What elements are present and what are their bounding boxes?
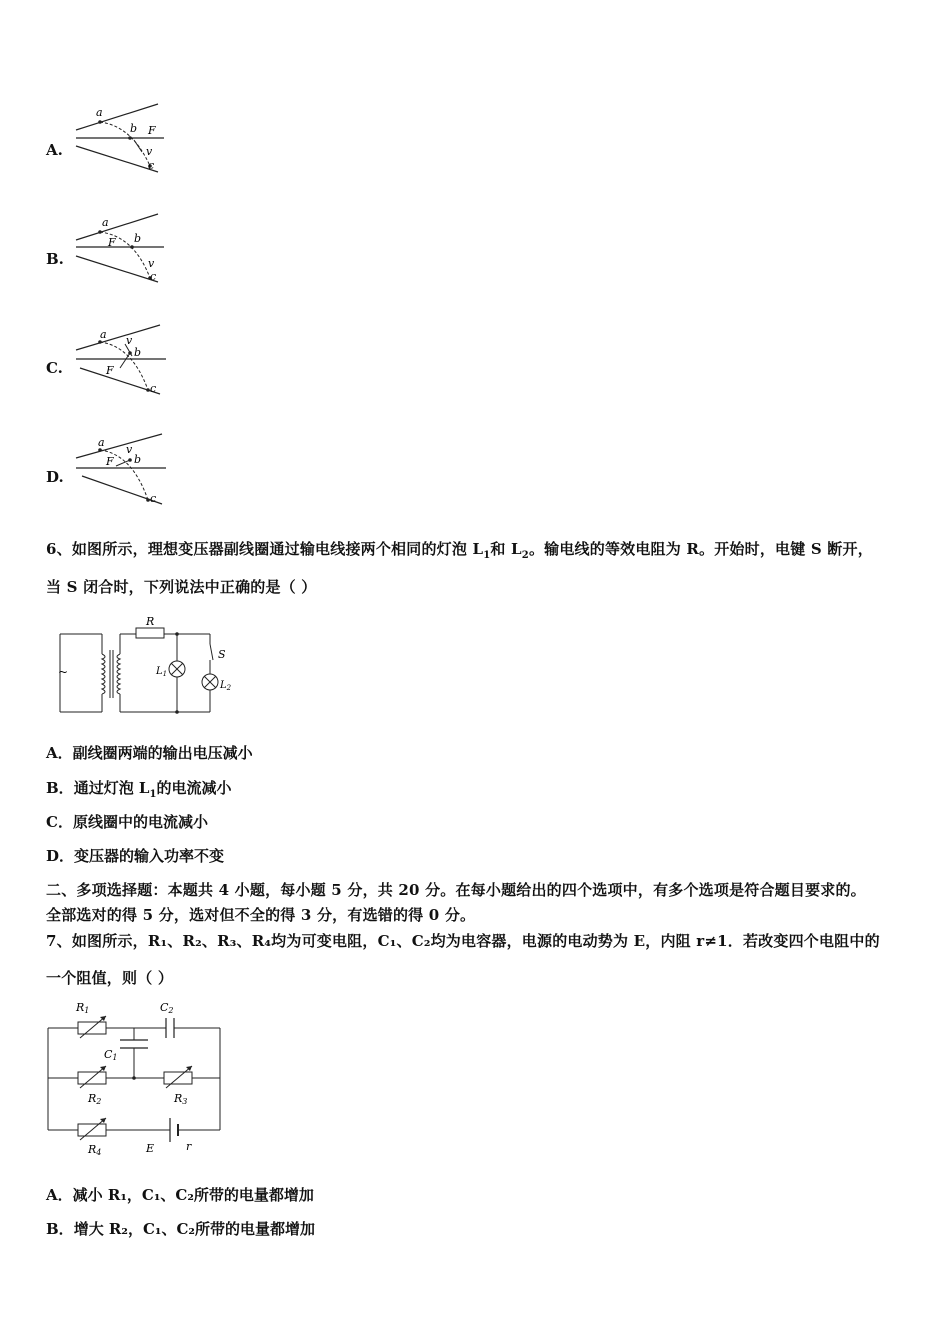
- q5-option-b-label: B.: [46, 250, 64, 268]
- q5-option-d-diagram: [70, 430, 170, 508]
- q5-option-c-diagram: [70, 320, 170, 398]
- q5-option-b-diagram: [70, 210, 170, 285]
- q7-option-b: B．增大 R₂，C₁、C₂所带的电量都增加: [46, 1220, 315, 1238]
- label-v: v: [126, 443, 133, 456]
- q7-capacitor-circuit: [40, 996, 240, 1158]
- label-v: v: [146, 145, 153, 158]
- label-b: b: [130, 122, 138, 135]
- label-c: c: [150, 382, 157, 395]
- section2-instructions-line2: 全部选对的得 5 分，选对但不全的得 3 分，有选错的得 0 分。: [46, 906, 476, 924]
- label-R3: R3: [174, 1092, 188, 1106]
- section2-instructions-line1: 二、多项选择题：本题共 4 小题，每小题 5 分，共 20 分。在每小题给出的四个选项中，有多个选项是符合题目要求的。: [46, 881, 866, 899]
- label-R2: R2: [88, 1092, 102, 1106]
- q7-option-a: A．减小 R₁，C₁、C₂所带的电量都增加: [46, 1186, 314, 1204]
- q5-option-a-diagram: [70, 100, 170, 175]
- label-F: F: [108, 236, 116, 249]
- label-a: a: [96, 106, 103, 119]
- label-R: R: [146, 615, 155, 628]
- q6-option-d: D．变压器的输入功率不变: [46, 847, 225, 865]
- label-b: b: [134, 232, 142, 245]
- q6-option-c: C．原线圈中的电流减小: [46, 813, 208, 831]
- label-r: r: [186, 1140, 192, 1153]
- resistor-R: [136, 628, 164, 638]
- q5-option-a-label: A.: [46, 141, 63, 159]
- q6-stem-line1: 6、如图所示，理想变压器副线圈通过输电线接两个相同的灯泡 $L_1$和 $L_2$。输电线的等效电阻为 R。开始时，电键 S 断开，: [46, 540, 873, 561]
- label-v: v: [126, 334, 133, 347]
- label-c: c: [150, 492, 157, 505]
- label-a: a: [100, 328, 107, 341]
- q5-option-d-label: D.: [46, 468, 64, 486]
- q6-option-b: B．通过灯泡 $L_1$的电流减小: [46, 779, 232, 800]
- q6-transformer-circuit: [50, 612, 250, 718]
- label-c: c: [148, 159, 155, 172]
- label-C1: C1: [104, 1048, 118, 1062]
- q7-stem-line1: 7、如图所示，R₁、R₂、R₃、R₄均为可变电阻，C₁、C₂均为电容器，电源的电动势为 E，内阻 r≠1．若改变四个电阻中的: [46, 932, 880, 950]
- switch-S: [210, 644, 213, 660]
- q6-option-a: A．副线圈两端的输出电压减小: [46, 744, 253, 762]
- label-L2: $L_2$: [220, 680, 232, 692]
- label-L1: $L_1$: [156, 666, 168, 678]
- label-R4: R4: [88, 1143, 102, 1157]
- label-E: E: [146, 1142, 155, 1155]
- label-a: a: [98, 436, 105, 449]
- ac-source-symbol: ~: [58, 665, 69, 679]
- label-F: F: [148, 124, 156, 137]
- label-b: b: [134, 346, 142, 359]
- label-b: b: [134, 453, 142, 466]
- label-F: F: [106, 364, 114, 377]
- label-v: v: [148, 257, 155, 270]
- label-R1: R1: [76, 1001, 90, 1015]
- q7-stem-line2: 一个阻值，则（ ）: [46, 969, 174, 987]
- label-c: c: [150, 270, 157, 283]
- q5-option-c-label: C.: [46, 359, 63, 377]
- label-a: a: [102, 216, 109, 229]
- label-C2: C2: [160, 1001, 174, 1015]
- label-F: F: [106, 455, 114, 468]
- q6-stem-line2: 当 S 闭合时，下列说法中正确的是（ ）: [46, 578, 317, 596]
- label-S: S: [218, 648, 226, 661]
